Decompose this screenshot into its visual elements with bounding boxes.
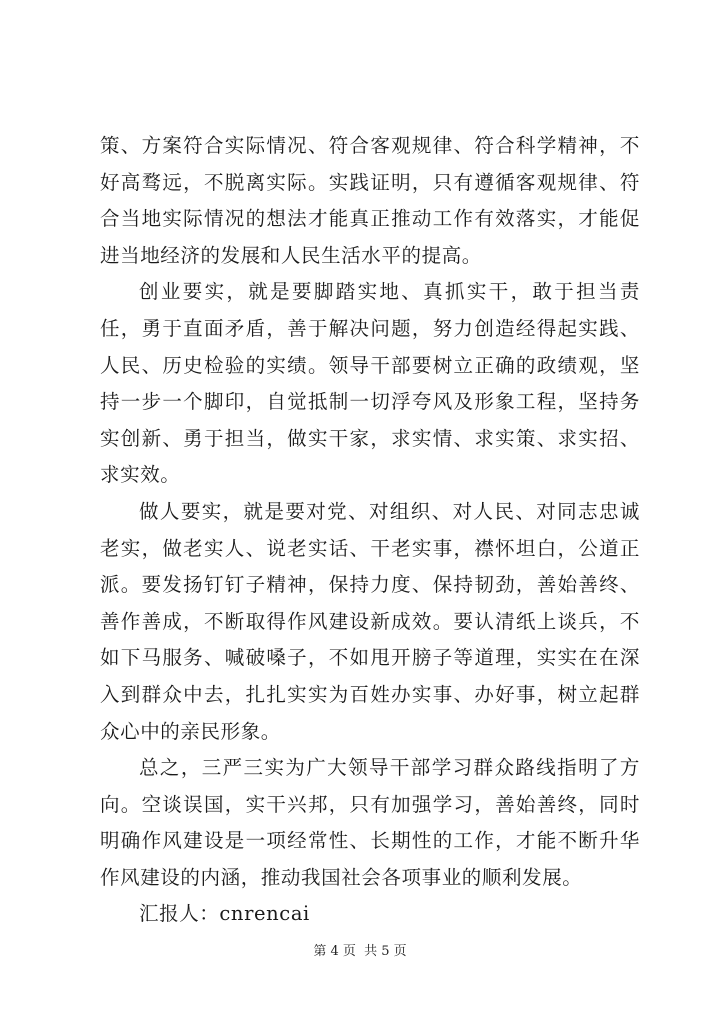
- page-number: 第 4 页 共 5 页: [313, 944, 407, 959]
- paragraph-conduct: 做人要实，就是要对党、对组织、对人民、对同志忠诚老实，做老实人、说老实话、干老实事，襟怀坦白，公道正派。要发扬钉钉子精神，保持力度、保持韧劲，善始善终、善作善成，不断取得作风建设新成效。要认清纸上谈兵，不如下马服务、喊破嗓子，不如甩开膀子等道理，实实在在深入到群众中去，扎扎实实为百姓办实事、办好事，树立起群众心中的亲民形象。: [100, 499, 640, 743]
- paragraph-conclusion: 总之，三严三实为广大领导干部学习群众路线指明了方向。空谈误国，实干兴邦，只有加强学习，善始善终，同时明确作风建设是一项经常性、长期性的工作，才能不断升华作风建设的内涵，推动我国社会各项事业的顺利发展。: [100, 756, 640, 889]
- reporter-line: 汇报人：cnrencai: [139, 902, 310, 926]
- paragraph-entrepreneurship: 创业要实，就是要脚踏实地、真抓实干，敢于担当责任，勇于直面矛盾，善于解决问题，努力创造经得起实践、人民、历史检验的实绩。领导干部要树立正确的政绩观，坚持一步一个脚印，自觉抵制一切浮夸风及形象工程，坚持务实创新、勇于担当，做实干家，求实情、求实策、求实招、求实效。: [100, 280, 640, 487]
- page-footer: [0, 940, 720, 959]
- paragraph-continuation: 策、方案符合实际情况、符合客观规律、符合科学精神，不好高骛远，不脱离实际。实践证明，只有遵循客观规律、符合当地实际情况的想法才能真正推动工作有效落实，才能促进当地经济的发展和人民生活水平的提高。: [100, 134, 640, 267]
- document-body: [100, 128, 640, 933]
